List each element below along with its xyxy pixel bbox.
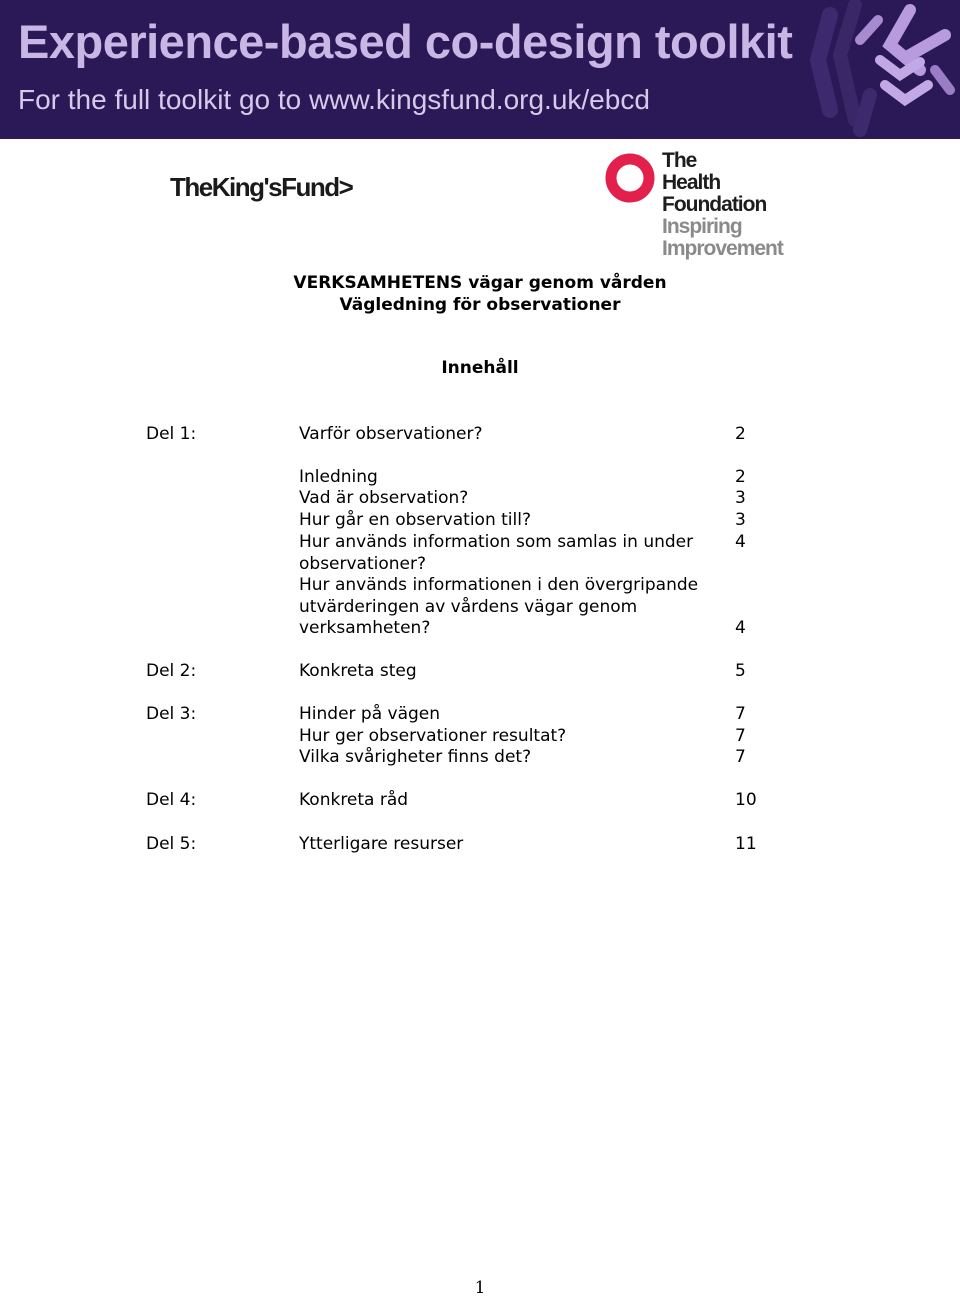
toc-entry[interactable]: Konkreta steg	[299, 661, 417, 681]
toc-entry[interactable]: Vad är observation?	[299, 488, 469, 508]
contents-heading: Innehåll	[441, 358, 519, 378]
toc-entry[interactable]: Hinder på vägen	[299, 704, 441, 724]
document-title-line-1: VERKSAMHETENS vägar genom vården	[293, 273, 667, 293]
toc-part-label: Del 1:	[146, 424, 197, 444]
toc-page-number: 4	[735, 618, 746, 638]
toc-entry[interactable]: Ytterligare resurser	[299, 834, 464, 854]
health-foundation-ring-icon	[604, 152, 656, 204]
banner-subtitle[interactable]: For the full toolkit go to www.kingsfund.org.uk/ebcd	[18, 84, 650, 115]
toc-part-label: Del 5:	[146, 834, 197, 854]
chevron-pattern-icon	[760, 0, 960, 139]
toc-page-number: 2	[735, 424, 746, 444]
toc-entry[interactable]: Hur går en observation till?	[299, 510, 531, 530]
kings-fund-logo: TheKing'sFund>	[170, 172, 353, 202]
toc-part-label: Del 4:	[146, 790, 197, 810]
toc-page-number: 2	[735, 467, 746, 487]
toc-page-number: 11	[735, 834, 757, 854]
toc-page-number: 7	[735, 726, 746, 746]
toc-entry[interactable]: Hur används information som samlas in under observationer?	[299, 532, 694, 574]
header-banner	[0, 0, 960, 139]
document-title-line-2: Vägledning för observationer	[339, 295, 621, 315]
banner-title: Experience-based co-design toolkit	[18, 15, 793, 68]
toc-page-number: 7	[735, 747, 746, 767]
toc-entry[interactable]: Konkreta råd	[299, 790, 409, 810]
toc-page-number: 4	[735, 532, 746, 552]
toc-entry[interactable]: Hur används informationen i den övergripande utvärderingen av vårdens vägar genom verksamheten?	[299, 575, 699, 639]
toc-entry[interactable]: Varför observationer?	[299, 424, 483, 444]
toc-page-number: 5	[735, 661, 746, 681]
health-foundation-logo	[662, 150, 783, 260]
toc-page-number: 10	[735, 790, 757, 810]
toc-page-number: 3	[735, 510, 746, 530]
page-number: 1	[474, 1278, 486, 1298]
toc-part-label: Del 3:	[146, 704, 197, 724]
toc-part-label: Del 2:	[146, 661, 197, 681]
hf-line-5: Improvement	[662, 237, 783, 260]
toc-page-number: 7	[735, 704, 746, 724]
hf-line-2: Health	[662, 171, 721, 194]
toc-page-number: 3	[735, 488, 746, 508]
hf-line-1: The	[662, 149, 697, 172]
toc-entry[interactable]: Vilka svårigheter finns det?	[299, 747, 532, 767]
toc-entry[interactable]: Inledning	[299, 467, 378, 487]
hf-line-3: Foundation	[662, 193, 767, 216]
toc-entry[interactable]: Hur ger observationer resultat?	[299, 726, 567, 746]
document-title	[0, 272, 960, 316]
hf-line-4: Inspiring	[662, 215, 742, 238]
